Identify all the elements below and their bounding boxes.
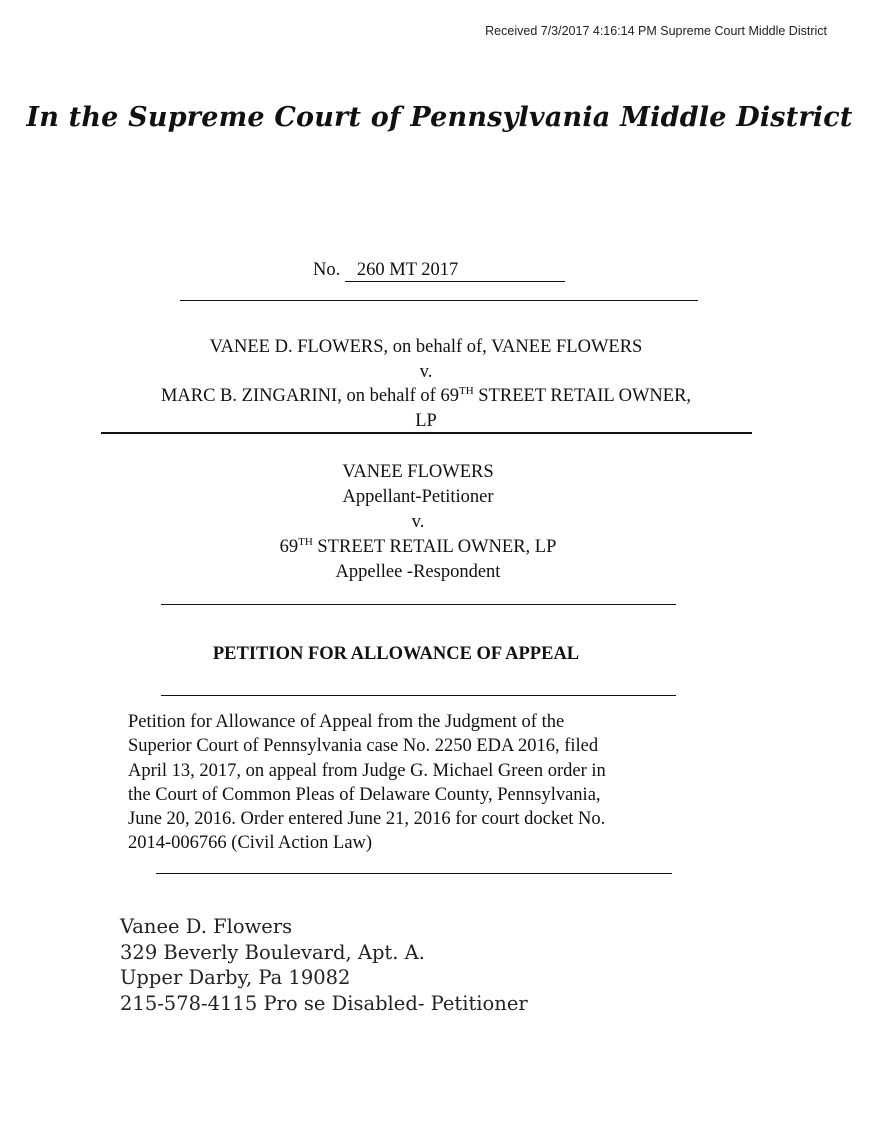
petition-description <box>128 710 668 856</box>
petition-heading: PETITION FOR ALLOWANCE OF APPEAL <box>212 644 580 664</box>
docket-label: No. <box>313 260 341 280</box>
appellee-name-suffix: STREET RETAIL OWNER, LP <box>312 537 557 557</box>
description-line: the Court of Common Pleas of Delaware County, Pennsylvania, <box>128 784 601 805</box>
description-line: Petition for Allowance of Appeal from the Judgment of the <box>128 712 565 732</box>
case-caption <box>100 335 752 433</box>
petitioner-contact <box>120 914 528 1016</box>
contact-phone: 215-578-4115 Pro se Disabled- Petitioner <box>120 991 528 1015</box>
contact-name: Vanee D. Flowers <box>120 915 293 938</box>
divider-top <box>180 300 698 301</box>
caption-defendant-suffix: STREET RETAIL OWNER, <box>473 386 692 406</box>
appellant-name: VANEE FLOWERS <box>342 462 494 482</box>
caption-defendant <box>100 384 752 409</box>
caption-defendant-prefix: MARC B. ZINGARINI, on behalf of 69 <box>160 386 459 406</box>
divider-caption <box>101 432 752 434</box>
contact-city: Upper Darby, Pa 19082 <box>120 966 351 989</box>
appellant-role: Appellant-Petitioner <box>342 487 494 507</box>
description-line: April 13, 2017, on appeal from Judge G. Michael Green order in <box>128 760 606 781</box>
divider-description <box>156 873 672 874</box>
divider-heading <box>161 695 676 696</box>
description-line: Superior Court of Pennsylvania case No. 2250 EDA 2016, filed <box>128 736 599 757</box>
appellee-name-sup: TH <box>298 536 313 548</box>
caption-plaintiff: VANEE D. FLOWERS, on behalf of, VANEE FLOWERS <box>209 337 643 357</box>
caption-versus: v. <box>419 361 433 382</box>
parties-block <box>160 460 676 585</box>
divider-parties <box>161 604 676 605</box>
appellee-role: Appellee -Respondent <box>335 562 501 582</box>
caption-defendant-cont: LP <box>415 410 437 431</box>
parties-versus: v. <box>411 512 425 532</box>
description-line: 2014-006766 (Civil Action Law) <box>128 833 373 854</box>
appellee-name-prefix: 69 <box>279 537 299 557</box>
contact-address: 329 Beverly Boulevard, Apt. A. <box>120 940 425 964</box>
docket-number-value: 260 MT 2017 <box>345 259 565 282</box>
caption-defendant-sup: TH <box>458 385 474 397</box>
appellee-name <box>160 535 676 560</box>
court-title: In the Supreme Court of Pennsylvania Middle District <box>26 102 853 133</box>
docket-number <box>313 259 565 282</box>
received-stamp: Received 7/3/2017 4:16:14 PM Supreme Court Middle District <box>485 24 827 38</box>
description-line: June 20, 2016. Order entered June 21, 2016 for court docket No. <box>128 809 606 830</box>
